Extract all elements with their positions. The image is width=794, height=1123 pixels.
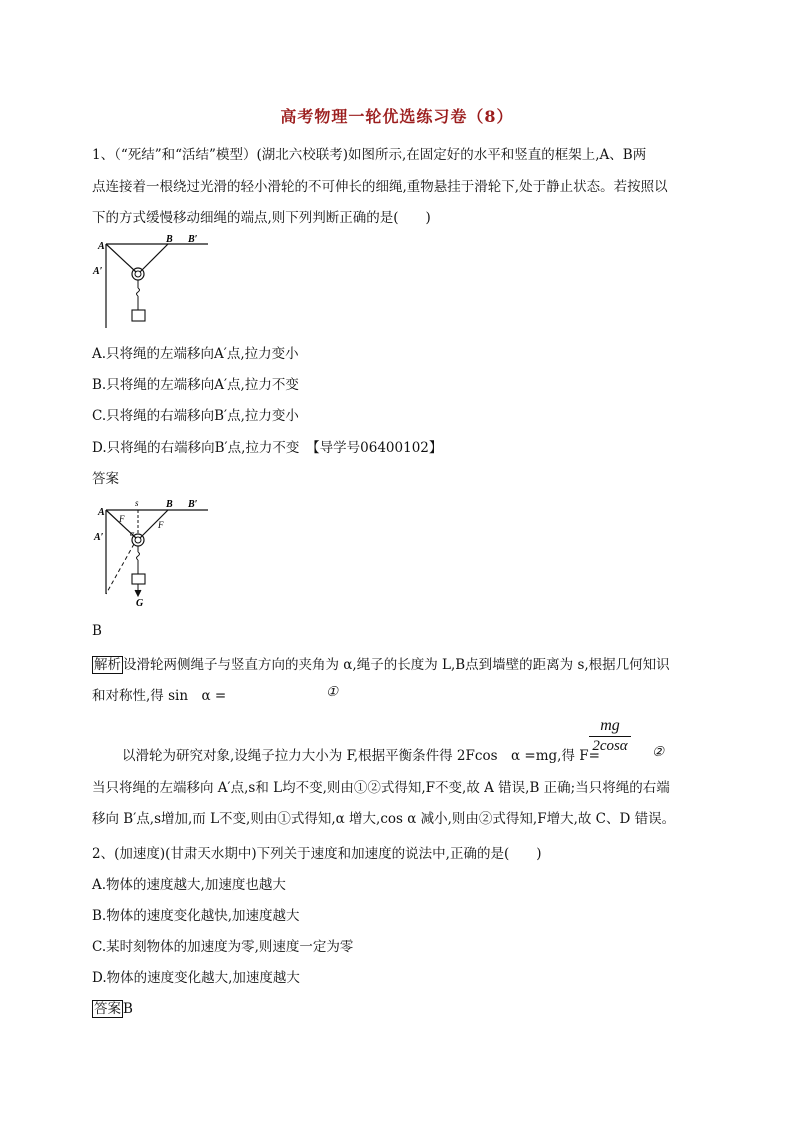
q2-option-a: A.物体的速度越大,加速度也越大 [92,877,286,893]
q1-option-a: A.只将绳的左端移向A′点,拉力变小 [92,346,299,362]
q1-analysis-line-4: 当只将绳的左端移向 A′点,s和 L均不变,则由①②式得知,F不变,故 A 错误,B 正确;当只将绳的右端 [92,780,670,796]
q2-answer-value: B [123,1001,133,1017]
q2-answer-label: 答案 [94,1001,121,1017]
q2-answer-line [92,997,133,1017]
q1-analysis-line-5: 移向 B′点,s增加,而 L不变,则由①式得知,α 增大,cos α 减小,则由②式得知,F增大,故 C、D 错误。 [92,811,676,827]
fig2-label-b-prime: B′ [188,499,198,510]
fig1-label-a: A [98,241,105,252]
q1-analysis-line-3: 以滑轮为研究对象,设绳子拉力大小为 F,根据平衡条件得 2Fcos α =mg,得 F= [122,748,600,764]
q1-stem-line-3: 下的方式缓慢移动细绳的端点,则下列判断正确的是( ) [92,210,431,226]
q1-answer-value: B [92,623,102,639]
page-title: 高考物理一轮优选练习卷（8） [280,107,514,126]
q2-stem: 2、(加速度)(甘肃天水期中)下列关于速度和加速度的说法中,正确的是( ) [92,846,542,862]
fig2-label-a-prime: A′ [94,532,104,543]
fig1-label-b-prime: B′ [188,234,198,245]
q1-analysis-line-2: 和对称性,得 sin α = [92,688,227,704]
q1-answer-label: 答案 [92,471,119,487]
formula-denominator: 2cosα [592,738,628,754]
fig2-label-s: s [135,498,139,508]
fig1-label-a-prime: A′ [93,266,103,277]
q2-option-c: C.某时刻物体的加速度为零,则速度一定为零 [92,939,354,955]
q1-option-c: C.只将绳的右端移向B′点,拉力变小 [92,408,299,424]
force-formula [588,716,632,755]
fig2-label-alpha: α [130,529,135,538]
q1-analysis-line-1 [92,653,670,673]
fig2-label-f-left: F [119,514,125,524]
fig2-label-b: B [166,499,173,510]
formula-numerator: mg [600,717,620,734]
analysis-tag: 解析 [94,657,121,673]
analysis-text-1: 设滑轮两侧绳子与竖直方向的夹角为 α,绳子的长度为 L,B点到墙壁的距离为 s,根据几何知识 [123,657,670,673]
fig2-label-f-right: F [158,520,164,530]
fig2-label-g: G [136,598,144,609]
q2-option-d: D.物体的速度变化越大,加速度越大 [92,970,300,986]
fig1-label-b: B [166,234,173,245]
fig2-label-a: A [98,507,105,518]
q1-pulley-figure [90,232,215,332]
q1-stem-line-2: 点连接着一根绕过光滑的轻小滑轮的不可伸长的细绳,重物悬挂于滑轮下,处于静止状态。若按照以 [92,179,668,195]
q2-option-b: B.物体的速度变化越快,加速度越大 [92,908,300,924]
q1-option-b: B.只将绳的左端移向A′点,拉力不变 [92,377,299,393]
q1-option-d: D.只将绳的右端移向B′点,拉力不变 【导学号06400102】 [92,440,443,456]
q1-answer-figure [90,494,215,612]
equation-marker-1: ① [326,684,339,699]
equation-marker-2: ② [652,744,665,759]
q1-stem-line-1: 1、（“死结”和“活结”模型）(湖北六校联考)如图所示,在固定好的水平和竖直的框架上,A、B两 [92,147,647,163]
